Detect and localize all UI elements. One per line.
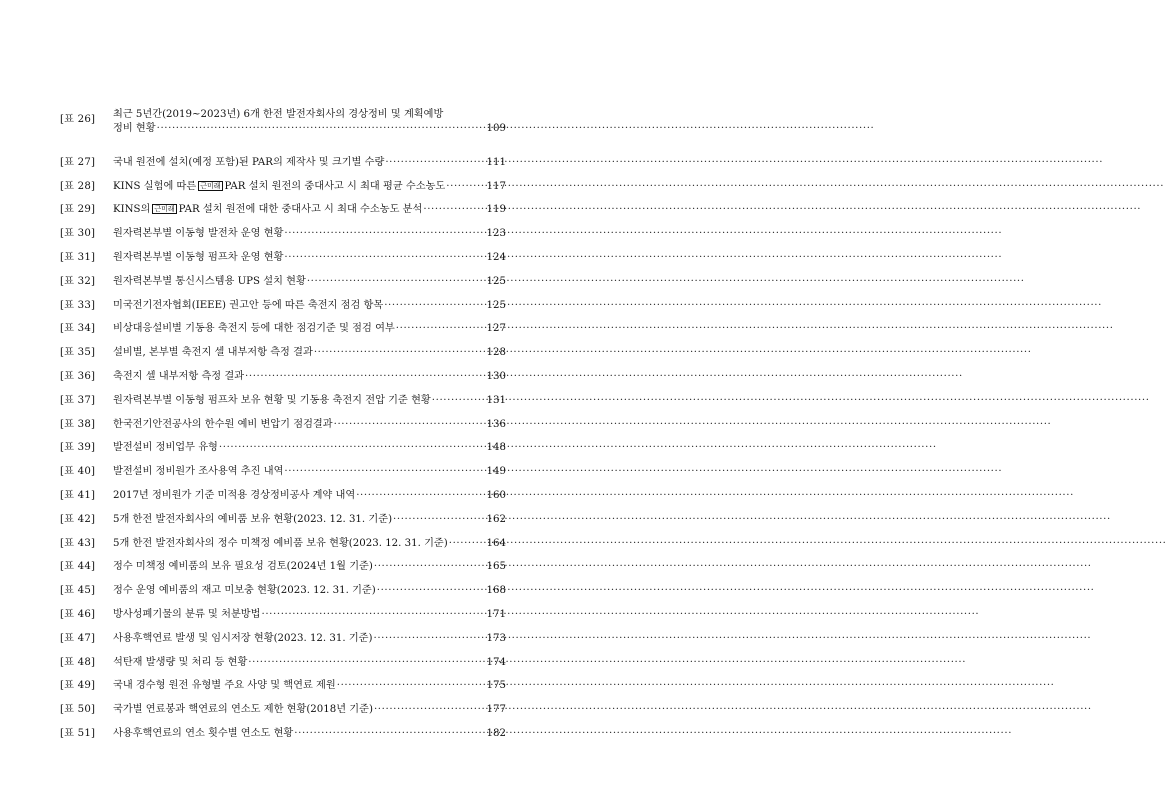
toc-entry-page: 175 — [486, 680, 506, 692]
toc-entry-label: [표 44] — [60, 561, 96, 573]
toc-entry-label: [표 27] — [60, 156, 96, 168]
toc-entry[interactable] — [60, 646, 506, 670]
toc-entry[interactable] — [60, 670, 506, 694]
toc-entry-label: [표 31] — [60, 251, 96, 263]
toc-entry-page: 182 — [486, 727, 506, 739]
toc-entry[interactable] — [60, 384, 506, 408]
table-of-tables — [60, 103, 506, 741]
toc-entry[interactable] — [60, 551, 506, 575]
toc-dot-leader — [374, 703, 486, 717]
toc-entry-title: 국내 경수형 원전 유형별 주요 사양 및 핵연료 제원 — [113, 680, 336, 692]
toc-dot-leader — [294, 727, 485, 741]
toc-entry-page: 125 — [486, 275, 506, 287]
toc-entry-label: [표 50] — [60, 704, 96, 716]
toc-entry[interactable] — [60, 598, 506, 622]
toc-entry-title: 정수 운영 예비품의 재고 미보충 현황(2023. 12. 31. 기준) — [113, 585, 376, 597]
toc-entry-label: [표 41] — [60, 489, 96, 501]
toc-entry[interactable] — [60, 408, 506, 432]
toc-entry-title: KINS 실험에 따른 근미래 PAR 설치 원전의 중대사고 시 최대 평균 수소농도 — [113, 180, 446, 192]
toc-entry-title: 발전설비 정비원가 조사용역 추진 내역 — [113, 466, 284, 478]
toc-entry-page: 164 — [486, 537, 506, 549]
toc-entry-title: 원자력본부별 통신시스템용 UPS 설치 현황 — [113, 275, 306, 287]
toc-entry-title: 원자력본부별 이동형 발전차 운영 현황 — [113, 228, 284, 240]
toc-entry-page: 109 — [486, 123, 506, 134]
toc-entry-page: 148 — [486, 442, 506, 454]
toc-entry-label: [표 49] — [60, 680, 96, 692]
toc-entry-page: 171 — [486, 608, 506, 620]
toc-dot-leader — [337, 679, 486, 693]
toc-entry-label: [표 33] — [60, 299, 96, 311]
toc-dot-leader — [219, 441, 486, 455]
toc-entry-page: 117 — [486, 180, 506, 192]
toc-entry-title: 5개 한전 발전자회사의 정수 미책정 예비품 보유 현황(2023. 12. 31. 기준) — [113, 537, 448, 549]
toc-dot-leader — [396, 322, 486, 336]
toc-entry[interactable] — [60, 289, 506, 313]
toc-entry-title: 정수 미책정 예비품의 보유 필요성 검토(2024년 1월 기준) — [113, 561, 373, 573]
toc-entry-title: 원자력본부별 이동형 펌프차 운영 현황 — [113, 251, 284, 263]
boxed-label: 근미래 — [154, 205, 175, 214]
toc-entry-title: 국내 원전에 설치(예정 포함)된 PAR의 제작사 및 크기별 수량 — [113, 156, 385, 168]
toc-dot-leader — [356, 489, 485, 503]
toc-entry-title: 석탄재 발생량 및 처리 등 현황 — [113, 656, 248, 668]
toc-dot-leader — [284, 251, 485, 265]
toc-entry-title: 정비 현황 — [113, 123, 156, 134]
toc-dot-leader — [374, 560, 486, 574]
toc-entry-label: [표 28] — [60, 180, 96, 192]
toc-dot-leader — [446, 180, 485, 194]
toc-entry-page: 123 — [486, 228, 506, 240]
toc-entry[interactable] — [60, 217, 506, 241]
toc-dot-leader — [157, 122, 486, 136]
toc-entry-page: 124 — [486, 251, 506, 263]
toc-entry-page: 127 — [486, 323, 506, 335]
toc-entry-label: [표 42] — [60, 513, 96, 525]
toc-entry-label: [표 46] — [60, 608, 96, 620]
toc-entry-label: [표 26] — [60, 113, 96, 125]
toc-entry-label: [표 43] — [60, 537, 96, 549]
toc-entry-page: 168 — [486, 585, 506, 597]
toc-entry[interactable] — [60, 170, 506, 194]
toc-entry-title: 사용후핵연료의 연소 횟수별 연소도 현황 — [113, 727, 294, 739]
toc-entry[interactable] — [60, 479, 506, 503]
toc-entry-label: [표 51] — [60, 727, 96, 739]
toc-entry-label: [표 30] — [60, 228, 96, 240]
toc-entry-page: 173 — [486, 632, 506, 644]
toc-entry[interactable] — [60, 717, 506, 741]
toc-entry-title: 비상대응설비별 기동용 축전지 등에 대한 점검기준 및 점검 여부 — [113, 323, 395, 335]
toc-entry-title: 발전설비 정비업무 유형 — [113, 442, 218, 454]
boxed-label: 근미래 — [200, 181, 221, 190]
toc-entry-page: 111 — [486, 156, 506, 168]
toc-dot-leader — [384, 299, 485, 313]
toc-dot-leader — [449, 537, 486, 551]
toc-entry[interactable] — [60, 622, 506, 646]
toc-entry-title: 미국전기전자협회(IEEE) 권고안 등에 따른 축전지 점검 항목 — [113, 299, 384, 311]
toc-entry[interactable] — [60, 313, 506, 337]
toc-entry-page: 160 — [486, 489, 506, 501]
toc-entry[interactable] — [60, 693, 506, 717]
toc-entry-label: [표 29] — [60, 204, 96, 216]
toc-entry-page: 125 — [486, 299, 506, 311]
toc-dot-leader — [432, 394, 486, 408]
toc-dot-leader — [385, 156, 485, 170]
toc-entry[interactable] — [60, 336, 506, 360]
toc-entry-page: 131 — [486, 394, 506, 406]
toc-entry[interactable] — [60, 503, 506, 527]
toc-entry-page: 174 — [486, 656, 506, 668]
toc-entry-title: 국가별 연료봉과 핵연료의 연소도 제한 현황(2018년 기준) — [113, 704, 373, 716]
toc-entry[interactable] — [60, 146, 506, 170]
toc-entry-label: [표 32] — [60, 275, 96, 287]
toc-entry-title: 설비별, 본부별 축전지 셀 내부저항 측정 결과 — [113, 347, 313, 359]
toc-entry-label: [표 40] — [60, 466, 96, 478]
toc-dot-leader — [284, 465, 485, 479]
toc-entry-title: 2017년 정비원가 기준 미적용 경상정비공사 계약 내역 — [113, 489, 356, 501]
toc-entry-label: [표 48] — [60, 656, 96, 668]
toc-entry[interactable] — [60, 241, 506, 265]
toc-dot-leader — [334, 418, 486, 432]
toc-entry-title: 방사성폐기물의 분류 및 처분방법 — [113, 608, 261, 620]
toc-dot-leader — [248, 656, 485, 670]
toc-entry-title: 원자력본부별 이동형 펌프차 보유 현황 및 기동용 축전지 전압 기준 현황 — [113, 394, 431, 406]
toc-dot-leader — [245, 370, 486, 384]
toc-entry[interactable] — [60, 360, 506, 384]
toc-entry-title: 축전지 셀 내부저항 측정 결과 — [113, 370, 245, 382]
toc-entry[interactable] — [60, 194, 506, 218]
toc-entry-label: [표 35] — [60, 347, 96, 359]
toc-entry-label: [표 38] — [60, 418, 96, 430]
toc-entry[interactable] — [60, 432, 506, 456]
toc-entry-label: [표 34] — [60, 323, 96, 335]
toc-entry-title: 사용후핵연료 발생 및 임시저장 현황(2023. 12. 31. 기준) — [113, 632, 373, 644]
toc-dot-leader — [314, 346, 486, 360]
toc-dot-leader — [423, 203, 485, 217]
toc-entry[interactable] — [60, 455, 506, 479]
toc-entry-title: 한국전기안전공사의 한수원 예비 변압기 점검결과 — [113, 418, 333, 430]
toc-entry-title: KINS의 근미래 PAR 설치 원전에 대한 중대사고 시 최대 수소농도 분석 — [113, 204, 423, 216]
toc-entry-page: 130 — [486, 370, 506, 382]
toc-dot-leader — [377, 584, 486, 598]
toc-entry-label: [표 36] — [60, 370, 96, 382]
toc-dot-leader — [373, 632, 485, 646]
toc-entry-title-line1: 최근 5년간(2019~2023년) 6개 한전 발전자회사의 경상정비 및 계획예방 — [113, 109, 444, 120]
toc-entry[interactable] — [60, 103, 506, 136]
toc-entry[interactable] — [60, 574, 506, 598]
toc-entry[interactable] — [60, 527, 506, 551]
toc-entry-page: 165 — [486, 561, 506, 573]
toc-entry-page: 149 — [486, 466, 506, 478]
toc-entry[interactable] — [60, 265, 506, 289]
toc-entry-label: [표 47] — [60, 632, 96, 644]
toc-entry-label: [표 37] — [60, 394, 96, 406]
toc-dot-leader — [284, 227, 485, 241]
toc-entry-title: 5개 한전 발전자회사의 예비품 보유 현황(2023. 12. 31. 기준) — [113, 513, 393, 525]
toc-entry-page: 128 — [486, 347, 506, 359]
toc-entry-label: [표 39] — [60, 442, 96, 454]
toc-dot-leader — [393, 513, 486, 527]
toc-dot-leader — [262, 608, 486, 622]
toc-dot-leader — [307, 275, 486, 289]
toc-entry-page: 119 — [486, 204, 506, 216]
toc-entry-label: [표 45] — [60, 585, 96, 597]
toc-entry-page: 177 — [486, 704, 506, 716]
toc-entry-page: 136 — [486, 418, 506, 430]
toc-entry-page: 162 — [486, 513, 506, 525]
